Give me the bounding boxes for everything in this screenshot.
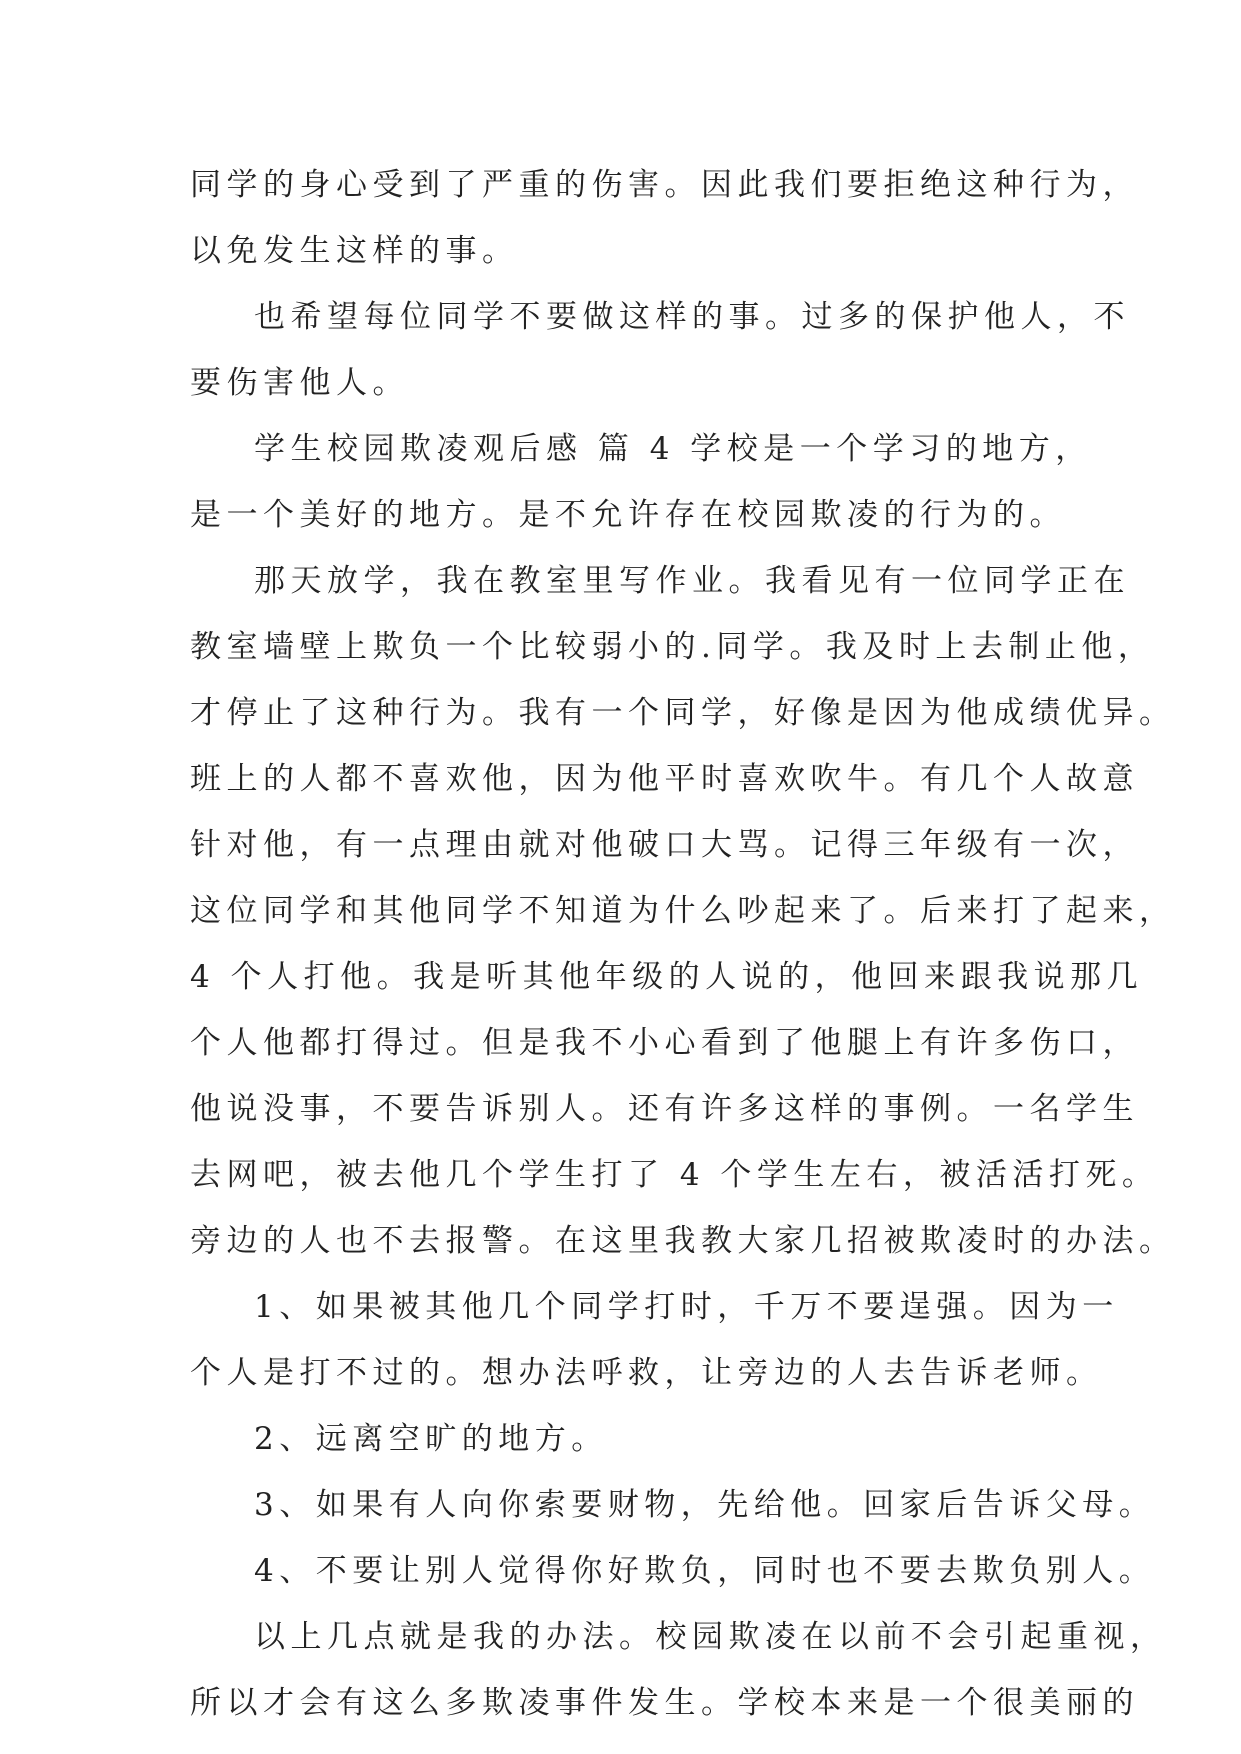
text-line: 要伤害他人。: [190, 365, 409, 401]
paragraph-start-line: 以上几点就是我的办法。校园欺凌在以前不会引起重视，: [254, 1619, 1167, 1655]
text-line: 针对他，有一点理由就对他破口大骂。记得三年级有一次，: [190, 827, 1139, 863]
text-line: 是一个美好的地方。是不允许存在校园欺凌的行为的。: [190, 497, 1066, 533]
list-item-1-line: 1、如果被其他几个同学打时，千万不要逞强。因为一: [254, 1289, 1119, 1325]
section-heading-line: 学生校园欺凌观后感 篇 4 学校是一个学习的地方，: [254, 431, 1092, 467]
text-line: 他说没事，不要告诉别人。还有许多这样的事例。一名学生: [190, 1091, 1139, 1127]
text-line: 旁边的人也不去报警。在这里我教大家几招被欺凌时的办法。: [190, 1223, 1176, 1259]
text-line: 班上的人都不喜欢他，因为他平时喜欢吹牛。有几个人故意: [190, 761, 1139, 797]
text-line: 4 个人打他。我是听其他年级的人说的，他回来跟我说那几: [190, 959, 1144, 995]
text-line: 个人他都打得过。但是我不小心看到了他腿上有许多伤口，: [190, 1025, 1139, 1061]
list-item-3-line: 3、如果有人向你索要财物，先给他。回家后告诉父母。: [254, 1487, 1156, 1523]
text-line: 同学的身心受到了严重的伤害。因此我们要拒绝这种行为，: [190, 167, 1139, 203]
text-line: 以免发生这样的事。: [190, 233, 519, 269]
paragraph-start-line: 也希望每位同学不要做这样的事。过多的保护他人，不: [254, 299, 1130, 335]
text-line: 才停止了这种行为。我有一个同学，好像是因为他成绩优异。: [190, 695, 1176, 731]
paragraph-start-line: 那天放学，我在教室里写作业。我看见有一位同学正在: [254, 563, 1130, 599]
list-item-2-line: 2、远离空旷的地方。: [254, 1421, 608, 1457]
list-item-4-line: 4、不要让别人觉得你好欺负，同时也不要去欺负别人。: [254, 1553, 1156, 1589]
text-line: 个人是打不过的。想办法呼救，让旁边的人去告诉老师。: [190, 1355, 1103, 1391]
text-line: 这位同学和其他同学不知道为什么吵起来了。后来打了起来，: [190, 893, 1176, 929]
text-line: 所以才会有这么多欺凌事件发生。学校本来是一个很美丽的: [190, 1685, 1139, 1721]
text-line: 教室墙壁上欺负一个比较弱小的.同学。我及时上去制止他，: [190, 629, 1155, 665]
text-line: 去网吧，被去他几个学生打了 4 个学生左右，被活活打死。: [190, 1157, 1159, 1193]
